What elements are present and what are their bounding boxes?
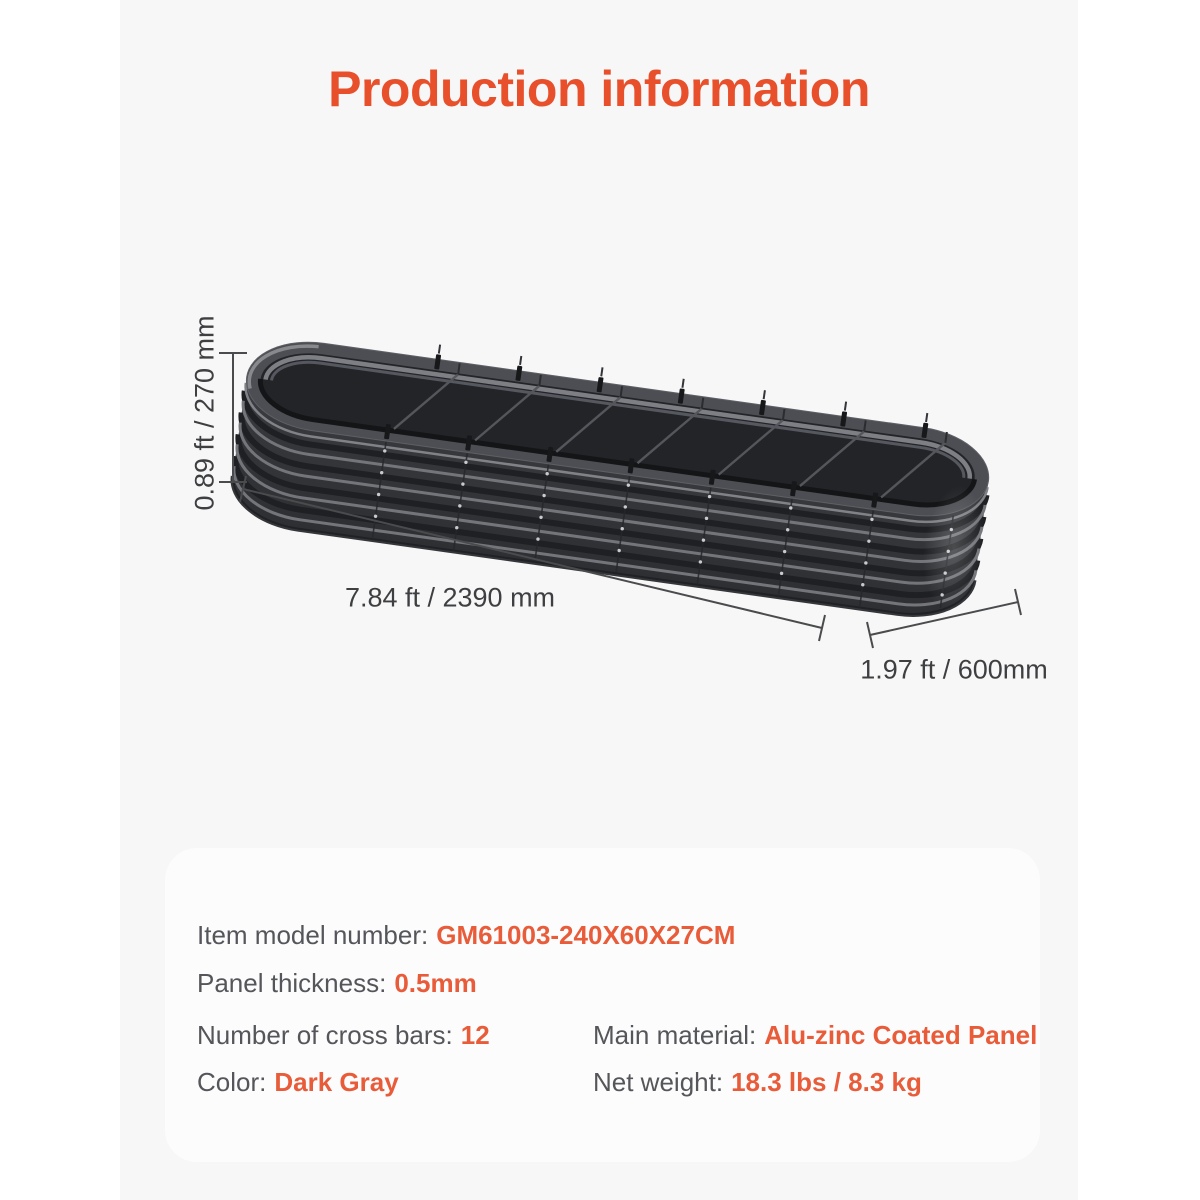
main-material-value: Alu-zinc Coated Panel xyxy=(764,1020,1038,1050)
content-area xyxy=(120,0,1078,1200)
page-title: Production information xyxy=(328,61,870,117)
width-dimension-label: 1.97 ft / 600mm xyxy=(860,654,1048,685)
panel-thickness-value: 0.5mm xyxy=(394,968,477,998)
net-weight-label: Net weight: xyxy=(593,1067,724,1097)
spec-net-weight xyxy=(593,1067,922,1097)
color-value: Dark Gray xyxy=(274,1067,399,1097)
height-dimension-label: 0.89 ft / 270 mm xyxy=(189,315,220,511)
panel-thickness-label: Panel thickness: xyxy=(197,968,387,998)
spec-cross-bars xyxy=(197,1020,490,1050)
spec-panel xyxy=(165,848,1040,1162)
main-material-label: Main material: xyxy=(593,1020,757,1050)
spec-color xyxy=(197,1067,399,1097)
spec-main-material xyxy=(593,1020,1037,1050)
length-dimension-label: 7.84 ft / 2390 mm xyxy=(344,582,556,613)
cross-bars-value: 12 xyxy=(460,1020,490,1050)
cross-bars-label: Number of cross bars: xyxy=(197,1020,453,1050)
color-label: Color: xyxy=(197,1067,267,1097)
net-weight-value: 18.3 lbs / 8.3 kg xyxy=(731,1067,922,1097)
item-model-value: GM61003-240X60X27CM xyxy=(436,920,736,950)
item-model-label: Item model number: xyxy=(197,920,429,950)
spec-panel-thickness xyxy=(197,968,477,998)
spec-item-model xyxy=(197,920,735,950)
